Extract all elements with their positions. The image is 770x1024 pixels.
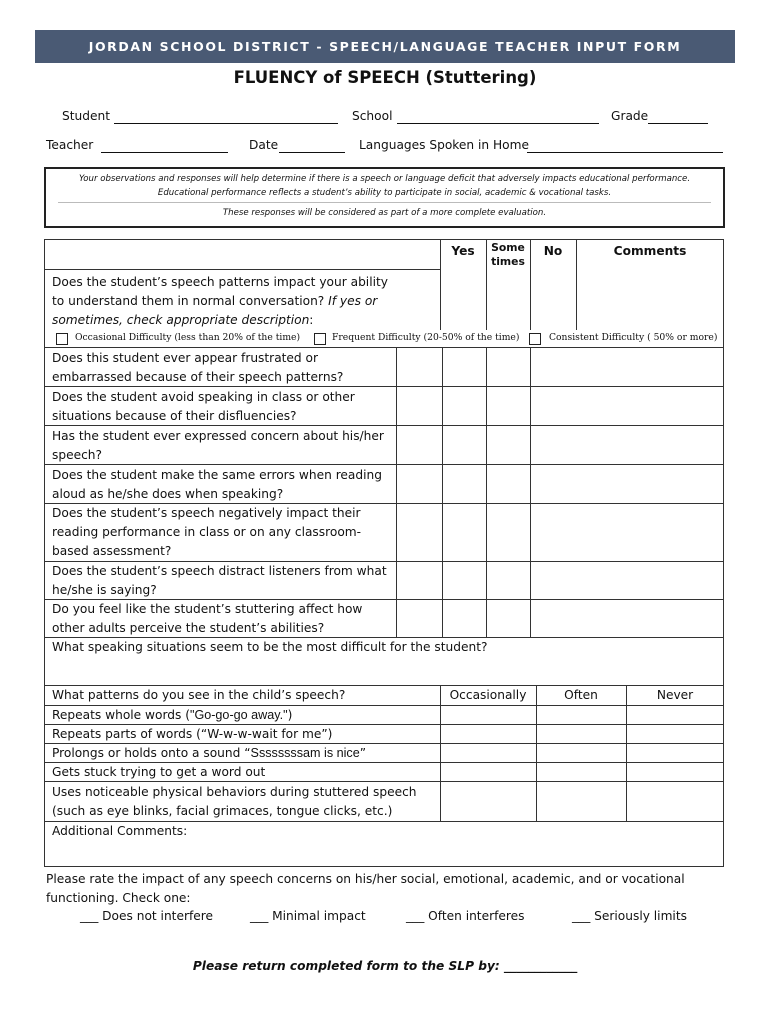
- frequent-difficulty-label: Frequent Difficulty (20-50% of the time): [332, 332, 520, 343]
- option-2-label: Minimal impact: [272, 909, 366, 923]
- col-often: Often: [564, 688, 598, 702]
- q1-line2-italic: If yes or: [328, 294, 378, 308]
- pattern-1-example: "Go-go-go away.": [189, 708, 288, 722]
- student-field[interactable]: [114, 109, 338, 124]
- return-text: Please return completed form to the SLP by:: [192, 959, 505, 973]
- option-3-blank: ___: [406, 909, 425, 923]
- languages-label: Languages Spoken in Home: [359, 138, 529, 152]
- q6-line3: based assessment?: [52, 544, 172, 558]
- pattern-3-text: Prolongs or holds onto a sound “: [52, 746, 251, 760]
- pattern-physical-behaviors: [52, 783, 417, 821]
- grade-label: Grade: [611, 109, 649, 123]
- q1-line3-end: :: [309, 313, 314, 327]
- q3-line1: Does the student avoid speaking in class or other: [52, 390, 355, 404]
- col-sometimes: [486, 241, 530, 269]
- q3-line2: situations because of their disfluencies?: [52, 409, 297, 423]
- col-never: Never: [656, 688, 694, 702]
- difficult-situations-question: What speaking situations seem to be the most difficult for the student?: [52, 640, 488, 654]
- return-blank[interactable]: ____________: [504, 959, 578, 973]
- banner-text: JORDAN SCHOOL DISTRICT - SPEECH/LANGUAGE TEACHER INPUT FORM: [88, 39, 682, 54]
- question-7: [52, 562, 387, 600]
- question-5: [52, 466, 382, 504]
- question-6: [52, 504, 361, 561]
- date-field[interactable]: [279, 138, 345, 153]
- q5-line2: aloud as he/she does when speaking?: [52, 487, 284, 501]
- date-label: Date: [249, 138, 279, 152]
- form-title: FLUENCY of SPEECH (Stuttering): [233, 68, 537, 87]
- notice-line-2: Educational performance reflects a student’s ability to participate in social, academic & vocational tasks.: [157, 188, 612, 198]
- q2-line1: Does this student ever appear frustrated or: [52, 351, 319, 365]
- physical-line1: Uses noticeable physical behaviors during stuttered speech: [52, 785, 417, 799]
- notice-line-3: These responses will be considered as part of a more complete evaluation.: [222, 208, 547, 218]
- option-4-blank: ___: [572, 909, 591, 923]
- physical-line2: (such as eye blinks, facial grimaces, tongue clicks, etc.): [52, 804, 393, 818]
- col-yes: Yes: [451, 244, 475, 258]
- rating-instructions: [46, 870, 685, 908]
- option-often-interferes[interactable]: [406, 909, 524, 923]
- q6-line2: reading performance in class or on any classroom-: [52, 525, 362, 539]
- languages-field[interactable]: [527, 138, 723, 153]
- q2-line2: embarrassed because of their speech patterns?: [52, 370, 344, 384]
- question-2: [52, 349, 343, 387]
- option-1-blank: ___: [80, 909, 99, 923]
- option-does-not-interfere[interactable]: [80, 909, 213, 923]
- pattern-3-example: Ssssssssam is nice: [250, 746, 360, 760]
- patterns-question: What patterns do you see in the child’s speech?: [52, 688, 346, 702]
- grade-field[interactable]: [648, 109, 708, 124]
- question-table: [44, 239, 724, 867]
- school-label: School: [352, 109, 393, 123]
- option-minimal-impact[interactable]: [250, 909, 366, 923]
- q7-line2: he/she is saying?: [52, 583, 157, 597]
- rating-line1: Please rate the impact of any speech concerns on his/her social, emotional, academic, and or vocational: [46, 872, 685, 886]
- option-4-label: Seriously limits: [594, 909, 687, 923]
- pattern-prolongs-sound: [52, 744, 366, 763]
- notice-divider: [58, 202, 711, 203]
- rating-line2: functioning. Check one:: [46, 891, 191, 905]
- pattern-1-text: Repeats whole words (: [52, 708, 190, 722]
- pattern-1-end: ): [287, 708, 293, 722]
- q4-line1: Has the student ever expressed concern about his/her: [52, 429, 384, 443]
- occasional-difficulty-checkbox[interactable]: [56, 333, 68, 345]
- occasional-difficulty-label: Occasional Difficulty (less than 20% of the time): [75, 332, 301, 343]
- question-3: [52, 388, 355, 426]
- question-4: [52, 427, 384, 465]
- option-2-blank: ___: [250, 909, 269, 923]
- consistent-difficulty-label: Consistent Difficulty ( 50% or more): [549, 332, 718, 343]
- col-sometimes-line2: times: [491, 255, 525, 268]
- option-3-label: Often interferes: [428, 909, 525, 923]
- col-no: No: [543, 244, 563, 258]
- form-banner: [35, 30, 735, 63]
- notice-line-1: Your observations and responses will help determine if there is a speech or language deficit that adversely impacts educational performance.: [78, 174, 691, 184]
- q1-line3-italic: sometimes, check appropriate description: [52, 313, 310, 327]
- pattern-3-end: ”: [359, 746, 367, 760]
- col-comments: Comments: [613, 244, 687, 258]
- q5-line1: Does the student make the same errors when reading: [52, 468, 382, 482]
- option-seriously-limits[interactable]: [572, 909, 687, 923]
- q8-line1: Do you feel like the student’s stuttering affect how: [52, 602, 363, 616]
- q1-line2-text: to understand them in normal conversation?: [52, 294, 329, 308]
- school-field[interactable]: [397, 109, 599, 124]
- teacher-field[interactable]: [101, 138, 228, 153]
- student-label: Student: [62, 109, 110, 123]
- teacher-label: Teacher: [46, 138, 94, 152]
- pattern-repeats-parts: Repeats parts of words (“W-w-w-wait for me”): [52, 727, 333, 741]
- pattern-repeats-words: [52, 706, 292, 725]
- consistent-difficulty-checkbox[interactable]: [529, 333, 541, 345]
- q7-line1: Does the student’s speech distract listeners from what: [52, 564, 387, 578]
- question-8: [52, 600, 362, 638]
- option-1-label: Does not interfere: [102, 909, 213, 923]
- col-occasionally: Occasionally: [449, 688, 527, 702]
- pattern-gets-stuck: Gets stuck trying to get a word out: [52, 765, 266, 779]
- q1-line1: Does the student’s speech patterns impact your ability: [52, 275, 388, 289]
- additional-comments-label: Additional Comments:: [52, 824, 188, 838]
- return-instruction: [0, 959, 770, 973]
- col-sometimes-line1: Some: [491, 241, 525, 254]
- frequent-difficulty-checkbox[interactable]: [314, 333, 326, 345]
- q1-line2: [52, 292, 388, 311]
- q6-line1: Does the student’s speech negatively impact their: [52, 506, 361, 520]
- q8-line2: other adults perceive the student’s abilities?: [52, 621, 325, 635]
- q1-line3: [52, 311, 388, 330]
- q4-line2: speech?: [52, 448, 102, 462]
- question-1: [52, 273, 388, 330]
- notice-box: [44, 167, 725, 228]
